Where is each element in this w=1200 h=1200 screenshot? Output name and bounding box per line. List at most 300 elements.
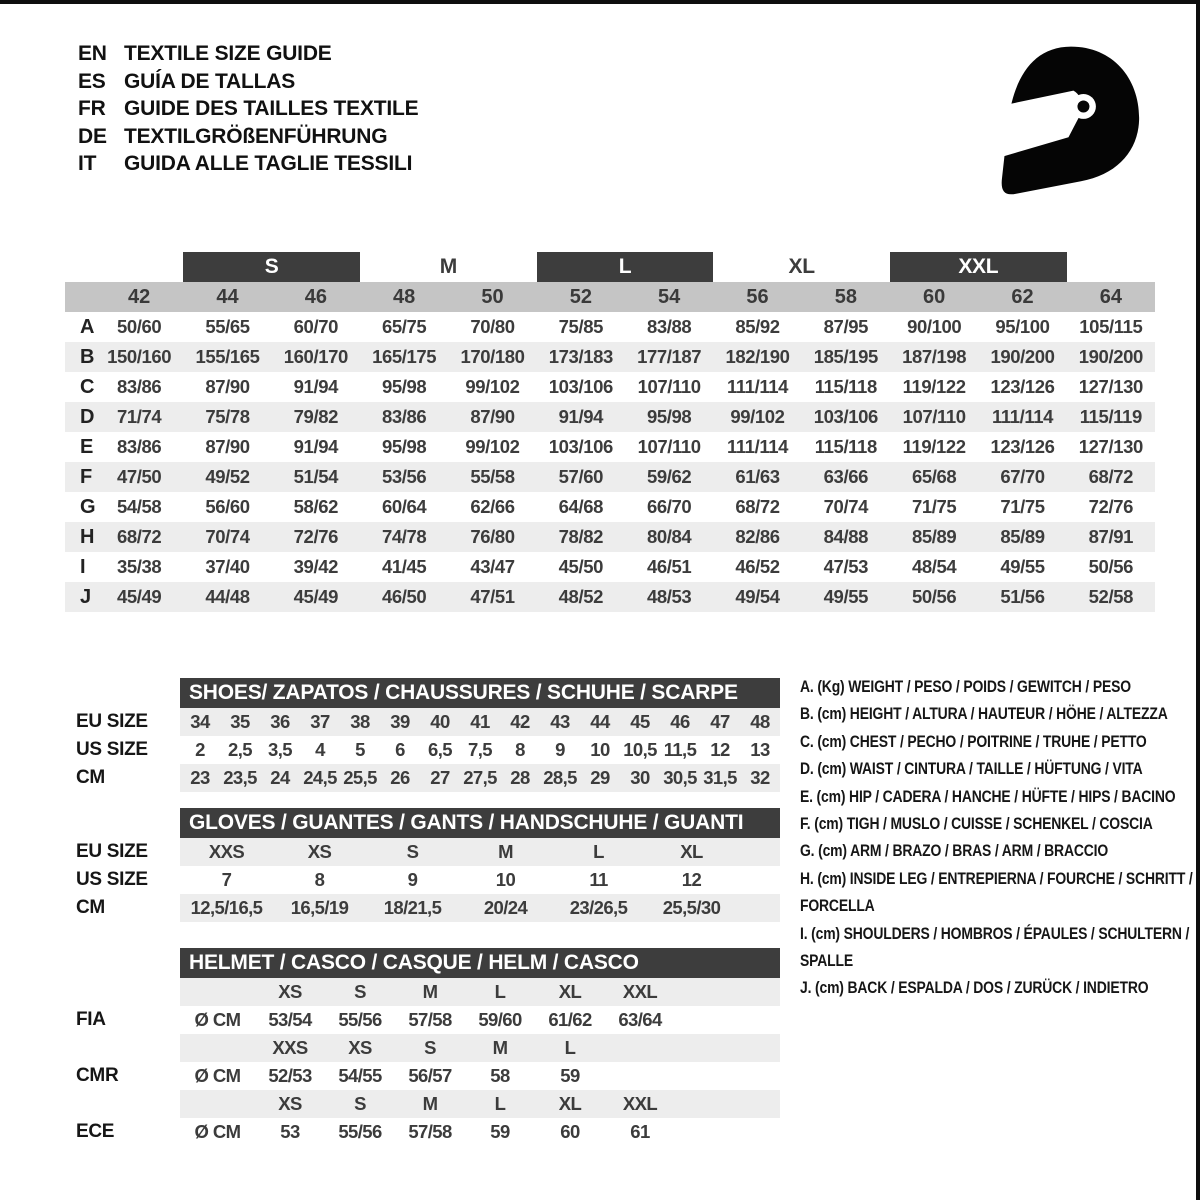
helmet-size: L (494, 981, 506, 1002)
size-band-xxl: XXL (890, 252, 1067, 282)
table-cell: 23 (190, 767, 210, 788)
measurement-value: 103/106 (813, 406, 878, 427)
helmet-size: XXS (272, 1037, 308, 1058)
helmet-value: 56/57 (408, 1065, 452, 1086)
measurement-value: 107/110 (637, 436, 701, 457)
row-letter: G (80, 496, 96, 518)
table-cell: 26 (390, 767, 410, 788)
measurement-value: 111/114 (726, 376, 788, 397)
measurement-value: 50/56 (1088, 556, 1133, 577)
table-cell: 12,5/16,5 (190, 897, 263, 918)
size-band-l: L (537, 252, 714, 282)
measurement-value: 123/126 (990, 436, 1055, 457)
measurement-value: 103/106 (548, 376, 613, 397)
row-letter: B (80, 346, 95, 368)
measurement-value: 60/70 (293, 316, 338, 337)
textile-size-table (65, 252, 1155, 612)
helmet-size: L (564, 1037, 576, 1058)
row-letter: E (80, 436, 94, 458)
measurement-value: 66/70 (647, 496, 692, 517)
measurement-value: 53/56 (382, 466, 427, 487)
size-column-64: 64 (1099, 286, 1122, 308)
legend-item-d: D. (cm) WAIST / CINTURA / TAILLE / HÜFTUNG / VITA (800, 759, 1143, 779)
legend-item-f: F. (cm) TIGH / MUSLO / CUISSE / SCHENKEL / COSCIA (800, 814, 1153, 834)
table-cell: 16,5/19 (290, 897, 349, 918)
measurement-value: 64/68 (558, 496, 603, 517)
table-cell: XS (307, 841, 332, 862)
measurement-value: 95/100 (995, 316, 1050, 337)
legend-item-e: E. (cm) HIP / CADERA / HANCHE / HÜFTE / HIPS / BACINO (800, 786, 1176, 806)
table-cell: 3,5 (268, 739, 292, 760)
helmet-size (605, 1034, 675, 1062)
measurement-value: 59/62 (647, 466, 692, 487)
measurement-value: 83/86 (117, 436, 162, 457)
language-row-it (78, 150, 418, 178)
helmet-value: 57/58 (408, 1009, 452, 1030)
legend-item-c: C. (cm) CHEST / PECHO / POITRINE / TRUHE / PETTO (800, 731, 1147, 751)
measurement-value: 70/80 (470, 316, 515, 337)
measurement-value: 83/86 (117, 376, 162, 397)
helmet-value: 54/55 (338, 1065, 382, 1086)
helmet-size: XL (558, 1093, 582, 1114)
helmet-value: 57/58 (408, 1121, 452, 1142)
unit-spacer (180, 1034, 255, 1062)
measurement-value: 51/56 (1000, 586, 1045, 607)
language-code: FR (78, 97, 106, 120)
measurement-value: 119/122 (902, 436, 966, 457)
measurement-value: 74/78 (382, 526, 427, 547)
measurement-value: 49/52 (205, 466, 250, 487)
language-label: TEXTILE SIZE GUIDE (124, 42, 332, 65)
helmet-size: L (494, 1093, 506, 1114)
measurement-value: 68/72 (1088, 466, 1133, 487)
measurement-value: 177/187 (637, 346, 702, 367)
diameter-unit-label: Ø CM (194, 1121, 241, 1142)
measurement-value: 71/75 (912, 496, 957, 517)
table-cell: 2,5 (228, 739, 252, 760)
measurement-value: 72/76 (1088, 496, 1133, 517)
table-cell: 46 (670, 711, 690, 732)
helmet-value: 58 (490, 1065, 510, 1086)
shoes-us-size-row (180, 736, 780, 764)
measurement-value: 155/165 (195, 346, 260, 367)
measurement-value: 67/70 (1000, 466, 1045, 487)
measurement-value: 47/53 (823, 556, 868, 577)
measurement-value: 45/50 (558, 556, 603, 577)
measurement-value: 107/110 (637, 376, 701, 397)
measurement-value: 91/94 (293, 376, 338, 397)
helmet-value: 61 (630, 1121, 650, 1142)
table-cell: 23/26,5 (569, 897, 628, 918)
measurement-value: 115/118 (814, 376, 877, 397)
measurement-value: 150/160 (107, 346, 172, 367)
measurement-value: 75/78 (205, 406, 250, 427)
measurement-row-e (65, 432, 1155, 462)
helmet-size: M (492, 1037, 508, 1058)
measurement-value: 99/102 (465, 436, 520, 457)
table-cell: 28 (510, 767, 530, 788)
language-row-es (78, 68, 418, 96)
table-cell: 18/21,5 (383, 897, 442, 918)
helmet-value: 63/64 (618, 1009, 662, 1030)
size-column-44: 44 (216, 286, 239, 308)
row-letter: I (80, 556, 86, 578)
table-cell: 11,5 (663, 739, 697, 760)
num-spacer (65, 282, 95, 312)
size-column-56: 56 (746, 286, 769, 308)
measurement-value: 47/51 (470, 586, 515, 607)
measurement-value: 41/45 (382, 556, 427, 577)
measurement-value: 46/51 (647, 556, 692, 577)
helmet-cmr-sizes-row (180, 1034, 780, 1062)
measurement-value: 65/75 (382, 316, 427, 337)
table-cell: 30,5 (663, 767, 697, 788)
measurement-value: 48/53 (647, 586, 692, 607)
measurement-value: 165/175 (372, 346, 437, 367)
measurement-value: 45/49 (293, 586, 338, 607)
measurement-value: 45/49 (117, 586, 162, 607)
measurement-row-d (65, 402, 1155, 432)
language-label: TEXTILGRÖßENFÜHRUNG (124, 124, 388, 148)
measurement-value: 37/40 (205, 556, 250, 577)
helmet-value: 59 (490, 1121, 510, 1142)
measurement-value: 71/74 (117, 406, 162, 427)
row-letter: D (80, 406, 95, 428)
table-cell: 27,5 (463, 767, 497, 788)
measurement-row-c (65, 372, 1155, 402)
helmet-table-title: HELMET / CASCO / CASQUE / HELM / CASCO (180, 948, 780, 978)
measurement-value: 46/52 (735, 556, 780, 577)
measurement-value: 85/92 (735, 316, 780, 337)
helmet-size: S (354, 981, 366, 1002)
table-cell: 44 (590, 711, 610, 732)
legend-item-g: G. (cm) ARM / BRAZO / BRAS / ARM / BRACCIO (800, 841, 1109, 861)
gloves-eu-size-label: EU SIZE (76, 841, 148, 862)
gloves-cm-row (180, 894, 780, 922)
measurement-value: 48/52 (558, 586, 603, 607)
helmet-value: 53 (280, 1121, 300, 1142)
table-cell: 8 (314, 869, 325, 890)
shoes-cm-row (180, 764, 780, 792)
helmet-value: 52/53 (268, 1065, 312, 1086)
shoes-us-size-label: US SIZE (76, 739, 148, 760)
table-cell: 43 (550, 711, 570, 732)
shoes-eu-size-label: EU SIZE (76, 711, 148, 732)
shoes-eu-size-row (180, 708, 780, 736)
measurement-value: 60/64 (382, 496, 427, 517)
measurement-value: 103/106 (548, 436, 613, 457)
size-column-52: 52 (569, 286, 592, 308)
size-column-60: 60 (923, 286, 946, 308)
gloves-cm-label: CM (76, 897, 105, 918)
band-spacer (1067, 252, 1155, 282)
measurement-value: 47/50 (117, 466, 162, 487)
shoes-cm-label: CM (76, 767, 105, 788)
measurement-value: 95/98 (382, 376, 427, 397)
measurement-value: 182/190 (725, 346, 790, 367)
table-cell: 40 (430, 711, 450, 732)
table-cell: 32 (750, 767, 770, 788)
measurement-value: 56/60 (205, 496, 250, 517)
helmet-size: S (424, 1037, 436, 1058)
measurement-value: 54/58 (117, 496, 162, 517)
measurement-value: 87/95 (823, 316, 868, 337)
measurement-value: 83/88 (647, 316, 692, 337)
measurement-value: 115/118 (814, 436, 877, 457)
helmet-size: XXL (622, 981, 658, 1002)
table-cell: 10,5 (623, 739, 657, 760)
measurement-value: 80/84 (647, 526, 692, 547)
measurement-value: 50/56 (912, 586, 957, 607)
table-cell: 20/24 (483, 897, 528, 918)
language-row-fr (78, 95, 418, 123)
helmet-size: XXL (622, 1093, 658, 1114)
measurement-value: 107/110 (902, 406, 966, 427)
measurement-value: 70/74 (823, 496, 868, 517)
measurement-value: 61/63 (735, 466, 780, 487)
measurement-value: 43/47 (470, 556, 515, 577)
measurement-row-j (65, 582, 1155, 612)
table-cell: 6,5 (428, 739, 452, 760)
measurement-value: 65/68 (912, 466, 957, 487)
table-cell: L (593, 841, 604, 862)
band-spacer (95, 252, 183, 282)
table-cell: 12 (710, 739, 730, 760)
measurement-value: 72/76 (293, 526, 338, 547)
language-code: IT (78, 152, 97, 175)
measurement-row-a (65, 312, 1155, 342)
measurement-row-i (65, 552, 1155, 582)
helmet-size: M (422, 1093, 438, 1114)
measurement-value: 68/72 (735, 496, 780, 517)
table-cell: XL (680, 841, 703, 862)
helmet-fia-label: FIA (76, 1009, 106, 1030)
measurement-value: 85/89 (1000, 526, 1045, 547)
measurement-value: 185/195 (813, 346, 878, 367)
helmet-value: 53/54 (268, 1009, 312, 1030)
language-code: DE (78, 124, 107, 148)
table-cell: 37 (310, 711, 330, 732)
table-cell: 12 (681, 869, 702, 890)
measurement-value: 55/58 (470, 466, 515, 487)
table-cell: 39 (390, 711, 410, 732)
measurement-value: 123/126 (990, 376, 1055, 397)
measurement-value: 51/54 (293, 466, 338, 487)
measurement-row-b (65, 342, 1155, 372)
table-cell: 25,5 (343, 767, 377, 788)
measurement-value: 87/91 (1088, 526, 1133, 547)
row-letter: C (80, 376, 95, 398)
measurement-value: 115/119 (1079, 406, 1142, 427)
table-cell: 31,5 (703, 767, 737, 788)
size-band-m: M (439, 255, 457, 278)
size-number-row (65, 282, 1155, 312)
measurement-value: 49/55 (1000, 556, 1045, 577)
size-column-62: 62 (1011, 286, 1034, 308)
measurement-row-g (65, 492, 1155, 522)
language-code: ES (78, 69, 106, 93)
size-column-54: 54 (658, 286, 681, 308)
table-cell: 27 (430, 767, 450, 788)
size-band-row (65, 252, 1155, 282)
size-column-48: 48 (393, 286, 416, 308)
band-spacer (65, 252, 95, 282)
language-row-en (78, 40, 418, 68)
measurement-value: 160/170 (283, 346, 348, 367)
size-band-xl: XL (788, 255, 815, 278)
measurement-value: 52/58 (1088, 586, 1133, 607)
measurement-value: 95/98 (382, 436, 427, 457)
gloves-table-title: GLOVES / GUANTES / GANTS / HANDSCHUHE / GUANTI (180, 808, 780, 838)
helmet-value: 59 (560, 1065, 580, 1086)
measurement-value: 87/90 (470, 406, 515, 427)
table-cell: 4 (315, 739, 325, 760)
measurement-value: 62/66 (470, 496, 515, 517)
table-cell: 6 (395, 739, 405, 760)
measurement-value: 83/86 (382, 406, 427, 427)
table-cell: 10 (495, 869, 516, 890)
measurement-value: 91/94 (558, 406, 603, 427)
size-column-50: 50 (481, 286, 504, 308)
helmet-size: M (422, 981, 438, 1002)
measurement-value: 58/62 (293, 496, 338, 517)
size-band-s: S (183, 252, 360, 282)
table-cell: 7 (221, 869, 232, 890)
language-row-de (78, 123, 418, 151)
table-cell: 25,5/30 (662, 897, 721, 918)
measurement-value: 75/85 (558, 316, 603, 337)
measurement-value: 79/82 (293, 406, 338, 427)
table-cell: XXS (208, 841, 245, 862)
table-cell: 24 (270, 767, 290, 788)
measurement-value: 127/130 (1078, 436, 1143, 457)
helmet-ece-values-row (180, 1118, 780, 1146)
measurement-value: 50/60 (117, 316, 162, 337)
language-header (78, 40, 418, 178)
helmet-size: XS (348, 1037, 372, 1058)
helmet-value: 55/56 (338, 1121, 382, 1142)
helmet-cmr-label: CMR (76, 1065, 119, 1086)
table-cell: 41 (470, 711, 490, 732)
table-cell: 13 (750, 739, 770, 760)
helmet-size: XL (558, 981, 582, 1002)
measurement-value: 87/90 (205, 436, 250, 457)
unit-spacer (180, 978, 255, 1006)
table-cell: 29 (590, 767, 610, 788)
row-letter: A (80, 316, 95, 338)
measurement-value: 71/75 (1000, 496, 1045, 517)
language-label: GUÍA DE TALLAS (124, 69, 296, 93)
measurement-value: 190/200 (1078, 346, 1143, 367)
legend-item-b: B. (cm) HEIGHT / ALTURA / HAUTEUR / HÖHE / ALTEZZA (800, 704, 1168, 724)
legend-item-a: A. (Kg) WEIGHT / PESO / POIDS / GEWITCH / PESO (800, 677, 1131, 696)
helmet-fia-sizes-row (180, 978, 780, 1006)
table-cell: 10 (590, 739, 610, 760)
diameter-unit-label: Ø CM (194, 1065, 241, 1086)
measurement-value: 111/114 (991, 406, 1053, 427)
legend-item-h: H. (cm) INSIDE LEG / ENTREPIERNA / FOURCHE / SCHRITT / FORCELLA (800, 868, 1193, 916)
helmet-cmr-values-row (180, 1062, 780, 1090)
shoes-table-title: SHOES/ ZAPATOS / CHAUSSURES / SCHUHE / SCARPE (180, 678, 780, 708)
measurement-value: 91/94 (293, 436, 338, 457)
language-label: GUIDA ALLE TAGLIE TESSILI (124, 152, 413, 175)
helmet-fia-values-row (180, 1006, 780, 1034)
measurement-value: 35/38 (117, 556, 162, 577)
gloves-us-size-row (180, 866, 780, 894)
table-cell: 36 (270, 711, 290, 732)
row-letter: F (80, 466, 93, 488)
legend-item-j: J. (cm) BACK / ESPALDA / DOS / ZURÜCK / INDIETRO (800, 978, 1149, 998)
table-cell: 28,5 (543, 767, 577, 788)
table-cell: 5 (355, 739, 365, 760)
racing-helmet-icon (982, 40, 1150, 202)
table-cell: 8 (515, 739, 525, 760)
table-cell: 2 (195, 739, 205, 760)
diameter-unit-label: Ø CM (194, 1009, 241, 1030)
helmet-ece-sizes-row (180, 1090, 780, 1118)
table-cell: 9 (407, 869, 418, 890)
measurement-value: 78/82 (558, 526, 603, 547)
row-letter: J (80, 586, 92, 608)
unit-spacer (180, 1090, 255, 1118)
measurement-value: 55/65 (205, 316, 250, 337)
helmet-size: XS (278, 1093, 302, 1114)
measurement-value: 173/183 (548, 346, 613, 367)
measurement-value: 187/198 (902, 346, 967, 367)
measurement-value: 70/74 (205, 526, 250, 547)
measurement-value: 127/130 (1078, 376, 1143, 397)
table-cell: 45 (630, 711, 650, 732)
measurement-value: 85/89 (912, 526, 957, 547)
measurement-value: 44/48 (205, 586, 250, 607)
measurement-value: 46/50 (382, 586, 427, 607)
size-column-46: 46 (304, 286, 327, 308)
table-cell: 47 (710, 711, 730, 732)
measurement-value: 119/122 (902, 376, 966, 397)
measurement-value: 87/90 (205, 376, 250, 397)
measurement-value: 105/115 (1079, 316, 1143, 337)
legend-item-i: I. (cm) SHOULDERS / HOMBROS / ÉPAULES / SCHULTERN / SPALLE (800, 923, 1190, 971)
measurement-value: 99/102 (730, 406, 785, 427)
language-code: EN (78, 42, 107, 65)
table-cell: M (498, 841, 513, 862)
table-cell: 42 (510, 711, 530, 732)
helmet-value (605, 1062, 675, 1090)
measurement-legend (800, 673, 1200, 1002)
helmet-value: 55/56 (338, 1009, 382, 1030)
table-cell: 30 (630, 767, 650, 788)
measurement-value: 63/66 (823, 466, 868, 487)
helmet-value: 60 (560, 1121, 580, 1142)
table-cell: 7,5 (468, 739, 492, 760)
gloves-eu-size-row (180, 838, 780, 866)
measurement-value: 57/60 (558, 466, 603, 487)
measurement-value: 82/86 (735, 526, 780, 547)
row-letter: H (80, 526, 95, 548)
measurement-row-h (65, 522, 1155, 552)
table-cell: 9 (555, 739, 565, 760)
helmet-value: 61/62 (548, 1009, 592, 1030)
table-cell: 34 (190, 711, 210, 732)
measurement-value: 49/55 (823, 586, 868, 607)
language-label: GUIDE DES TAILLES TEXTILE (124, 97, 419, 120)
measurement-value: 95/98 (647, 406, 692, 427)
gloves-us-size-label: US SIZE (76, 869, 148, 890)
measurement-value: 49/54 (735, 586, 780, 607)
measurement-value: 84/88 (823, 526, 868, 547)
measurement-value: 48/54 (912, 556, 957, 577)
measurement-value: 76/80 (470, 526, 515, 547)
